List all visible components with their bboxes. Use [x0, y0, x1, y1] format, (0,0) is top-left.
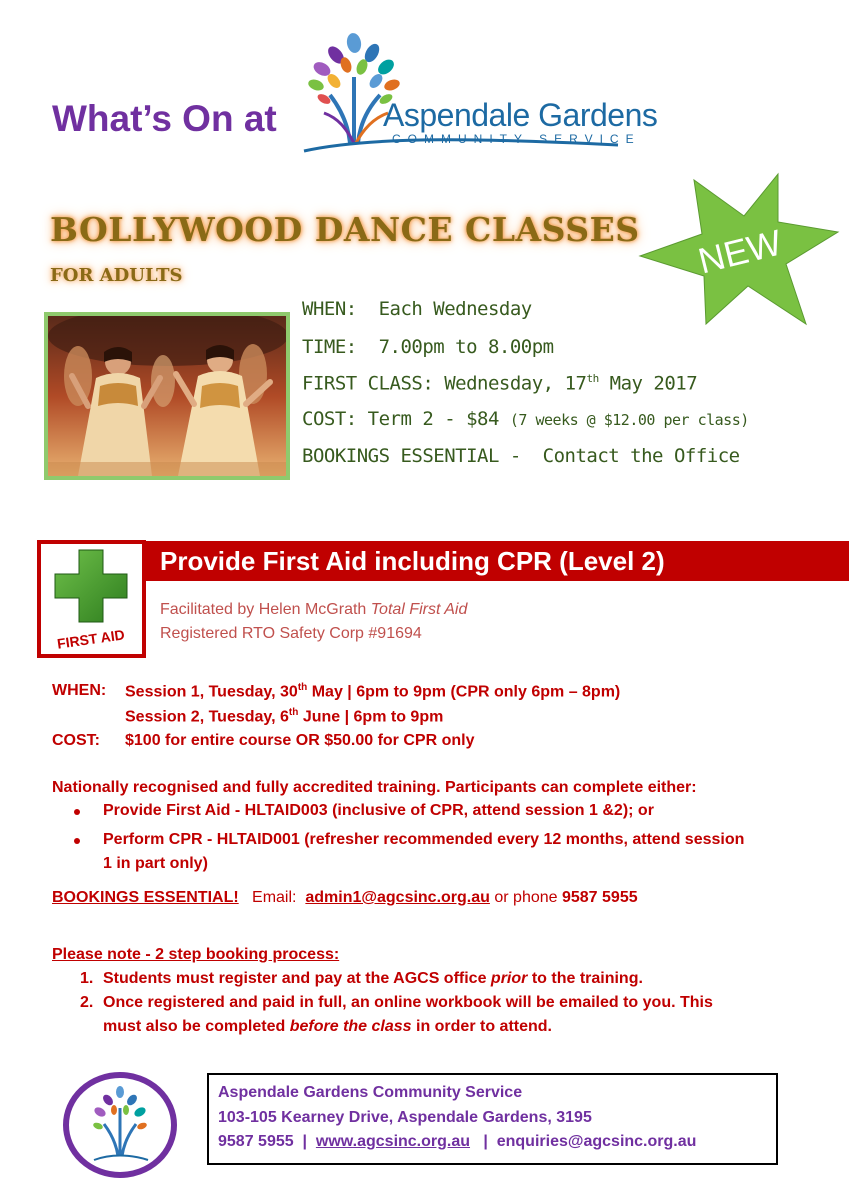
fa-step-2-line2: must also be completed before the class in order to attend. — [103, 1018, 552, 1035]
fa-session-1: Session 1, Tuesday, 30th May | 6pm to 9pm (CPR only 6pm – 8pm) — [125, 682, 621, 701]
bookings-essential-label: BOOKINGS ESSENTIAL! — [52, 889, 239, 906]
bollywood-title: BOLLYWOOD DANCE CLASSES — [50, 210, 640, 249]
facilitator: Facilitated by Helen McGrath Total First Aid — [160, 601, 468, 618]
fa-cost-value: $100 for entire course OR $50.00 for CPR only — [125, 732, 475, 749]
whats-on-heading: What’s On at — [52, 98, 277, 139]
org-name: Aspendale Gardens — [383, 97, 658, 133]
fa-session-2: Session 2, Tuesday, 6th June | 6pm to 9pm — [125, 707, 444, 726]
bolly-first-class: FIRST CLASS: Wednesday, 17th May 2017 — [302, 372, 698, 395]
first-aid-title: Provide First Aid including CPR (Level 2) — [160, 546, 665, 576]
dancers-photo — [44, 312, 290, 480]
org-subtitle: COMMUNITY SERVICE — [392, 132, 641, 146]
fa-intro: Nationally recognised and fully accredited training. Participants can complete either: — [52, 779, 697, 796]
fa-bookings: BOOKINGS ESSENTIAL! Email: admin1@agcsinc.org.au or phone 9587 5955 — [52, 889, 638, 906]
booking-email-link[interactable]: admin1@agcsinc.org.au — [305, 889, 490, 906]
bullet-icon — [74, 838, 80, 844]
bolly-when: WHEN: Each Wednesday — [302, 298, 532, 320]
first-aid-badge — [37, 540, 146, 658]
fa-when-label: WHEN: — [52, 682, 107, 699]
fa-step-1: Students must register and pay at the AGCS office prior to the training. — [103, 970, 643, 987]
rto-number: Registered RTO Safety Corp #91694 — [160, 625, 422, 642]
step-2-number: 2. — [80, 994, 94, 1011]
fa-bullet-2-line2: 1 in part only) — [103, 855, 208, 872]
bollywood-subtitle: FOR ADULTS — [50, 265, 183, 286]
new-badge-text: NEW — [694, 221, 786, 282]
fa-bullet-1: Provide First Aid - HLTAID003 (inclusive of CPR, attend session 1 &2); or — [103, 802, 654, 819]
footer-contact-line: 9587 5955 | www.agcsinc.org.au | enquiries@agcsinc.org.au — [218, 1133, 697, 1150]
dancers-illustration — [48, 316, 286, 476]
first-aid-cross-icon — [41, 544, 142, 654]
fa-bullet-2-line1: Perform CPR - HLTAID001 (refresher recommended every 12 months, attend session — [103, 831, 745, 848]
footer-phone: 9587 5955 — [218, 1133, 294, 1150]
footer-website-link[interactable]: www.agcsinc.org.au — [315, 1133, 471, 1150]
new-star-badge — [636, 172, 840, 328]
footer-logo — [60, 1070, 180, 1180]
footer-address: 103-105 Kearney Drive, Aspendale Gardens, 3195 — [218, 1109, 592, 1126]
fa-note-title: Please note - 2 step booking process: — [52, 946, 340, 963]
bolly-time: TIME: 7.00pm to 8.00pm — [302, 336, 554, 358]
fa-step-2-line1: Once registered and paid in full, an online workbook will be emailed to you. This — [103, 994, 713, 1011]
bolly-cost: COST: Term 2 - $84 (7 weeks @ $12.00 per class) — [302, 408, 749, 430]
fa-cost-label: COST: — [52, 732, 100, 749]
footer-email[interactable]: enquiries@agcsinc.org.au — [496, 1133, 697, 1150]
step-1-number: 1. — [80, 970, 94, 987]
footer-org-name: Aspendale Gardens Community Service — [218, 1084, 523, 1101]
bullet-icon — [74, 809, 80, 815]
first-aid-badge-text: FIRST AID — [56, 626, 126, 652]
bolly-bookings: BOOKINGS ESSENTIAL - Contact the Office — [302, 445, 740, 467]
